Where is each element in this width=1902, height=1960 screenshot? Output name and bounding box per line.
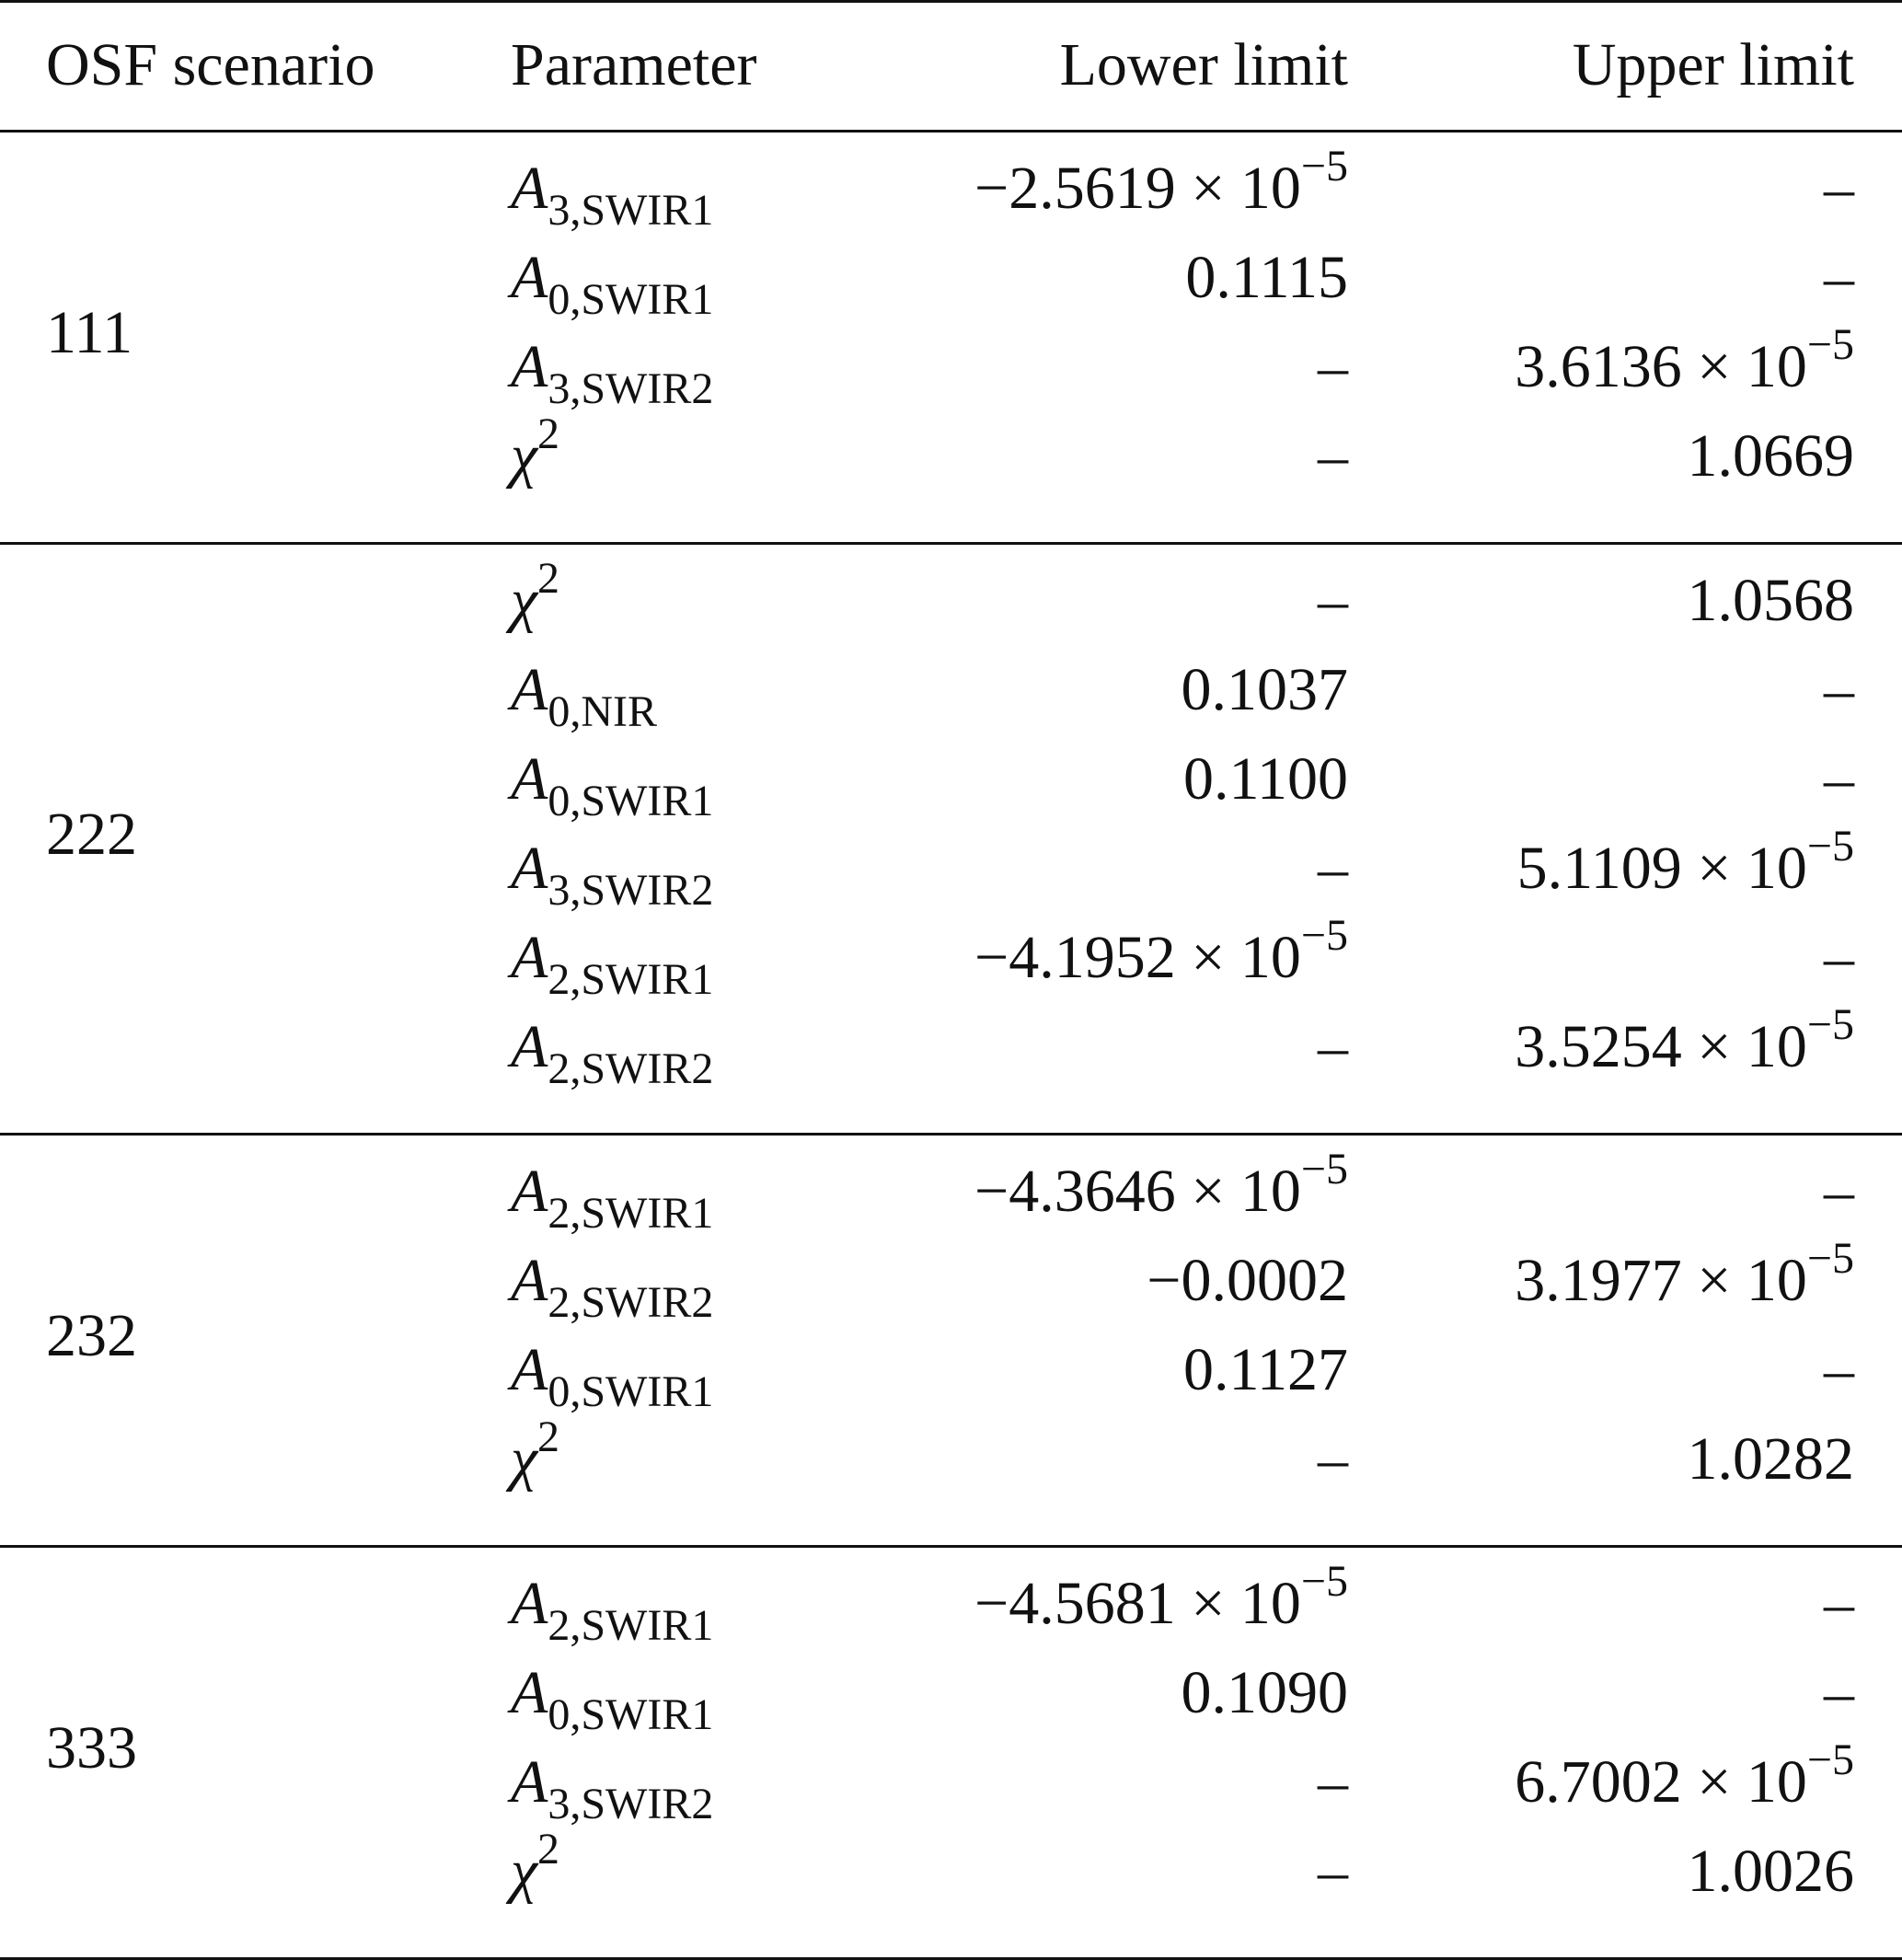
lower-limit-value: – — [1318, 333, 1348, 400]
group-rule — [0, 1545, 1902, 1548]
parameter-subscript: 3,SWIR2 — [548, 866, 714, 915]
lower-limit-cell — [1318, 1838, 1348, 1905]
parameter-cell — [511, 1412, 560, 1493]
lower-limit-value: 0.1127 — [1182, 1336, 1348, 1403]
parameter-subscript: 0,SWIR1 — [548, 777, 714, 825]
lower-limit-cell — [974, 1145, 1348, 1225]
parameter-symbol: A — [511, 1748, 548, 1816]
header-rule — [0, 130, 1902, 133]
upper-limit-value: – — [1824, 1570, 1854, 1637]
lower-limit-value: −4.3646 × 10 — [974, 1158, 1301, 1225]
lower-limit-value: – — [1318, 1013, 1348, 1080]
upper-limit-value: 6.7002 × 10 — [1515, 1748, 1807, 1816]
parameter-superscript: 2 — [537, 554, 560, 603]
upper-limit-value: 3.6136 × 10 — [1515, 333, 1807, 400]
lower-limit-cell — [1318, 333, 1348, 400]
upper-limit-exponent: −5 — [1806, 320, 1854, 369]
upper-limit-cell — [1516, 822, 1854, 902]
parameter-cell — [511, 1659, 714, 1739]
parameter-symbol: A — [511, 656, 548, 723]
parameter-symbol: A — [511, 835, 548, 902]
lower-limit-cell — [1318, 835, 1348, 902]
parameter-superscript: 2 — [537, 1412, 560, 1461]
parameter-cell — [511, 1158, 714, 1238]
parameter-symbol: A — [511, 1158, 548, 1225]
parameter-cell — [511, 835, 714, 915]
parameter-subscript: 3,SWIR1 — [548, 186, 714, 235]
upper-limit-cell — [1824, 1158, 1854, 1225]
lower-limit-exponent: −5 — [1300, 1557, 1348, 1606]
upper-limit-value: 5.1109 × 10 — [1516, 835, 1807, 902]
parameter-cell — [511, 656, 657, 736]
parameter-cell — [511, 155, 714, 235]
lower-limit-cell — [1181, 656, 1349, 723]
lower-limit-value: −2.5619 × 10 — [974, 155, 1301, 222]
lower-limit-cell — [1318, 1748, 1348, 1816]
parameter-cell — [511, 1247, 714, 1327]
parameter-cell — [511, 554, 560, 634]
upper-limit-value: – — [1824, 1336, 1854, 1403]
parameter-subscript: 3,SWIR2 — [548, 364, 714, 413]
lower-limit-value: −4.5681 × 10 — [974, 1570, 1301, 1637]
upper-limit-value: – — [1824, 155, 1854, 222]
upper-limit-exponent: −5 — [1806, 822, 1854, 870]
upper-limit-cell — [1687, 422, 1855, 490]
parameter-cell — [511, 244, 714, 324]
parameter-subscript: 2,SWIR1 — [548, 1601, 714, 1650]
upper-limit-cell — [1515, 1000, 1854, 1080]
upper-limit-cell — [1824, 1659, 1854, 1726]
lower-limit-cell — [1182, 745, 1348, 813]
lower-limit-value: – — [1318, 422, 1348, 490]
parameter-subscript: 0,SWIR1 — [548, 275, 714, 324]
parameter-symbol: A — [511, 745, 548, 813]
lower-limit-cell — [1182, 1336, 1348, 1403]
upper-limit-cell — [1687, 1838, 1855, 1905]
lower-limit-cell — [1181, 1659, 1349, 1726]
upper-limit-cell — [1824, 1570, 1854, 1637]
upper-limit-exponent: −5 — [1806, 1735, 1854, 1784]
lower-limit-value: −4.1952 × 10 — [974, 924, 1301, 991]
upper-limit-cell — [1824, 745, 1854, 813]
parameter-symbol: A — [511, 155, 548, 222]
upper-limit-exponent: −5 — [1806, 1000, 1854, 1049]
lower-limit-value: −0.0002 — [1147, 1247, 1348, 1314]
parameter-symbol: A — [511, 244, 548, 311]
parameter-superscript: 2 — [537, 409, 560, 458]
scenario-label: 222 — [46, 801, 137, 868]
upper-limit-value: 1.0282 — [1687, 1425, 1854, 1493]
group-rule — [0, 1133, 1902, 1136]
parameter-cell — [511, 409, 560, 490]
parameter-subscript: 2,SWIR2 — [548, 1044, 714, 1093]
parameter-symbol: χ — [511, 567, 538, 634]
upper-limit-cell — [1824, 656, 1854, 723]
lower-limit-cell — [974, 142, 1348, 222]
parameter-cell — [511, 1570, 714, 1650]
lower-limit-value: 0.1115 — [1185, 244, 1348, 311]
upper-limit-cell — [1824, 924, 1854, 991]
parameter-symbol: A — [511, 1247, 548, 1314]
header-scenario: OSF scenario — [46, 31, 375, 98]
parameter-symbol: χ — [511, 1425, 538, 1493]
upper-limit-value: 1.0568 — [1687, 567, 1854, 634]
lower-limit-value: – — [1318, 1425, 1348, 1493]
parameter-subscript: 2,SWIR1 — [548, 955, 714, 1004]
lower-limit-cell — [1318, 1425, 1348, 1493]
header-parameter: Parameter — [511, 31, 757, 98]
parameter-symbol: A — [511, 1336, 548, 1403]
parameter-symbol: A — [511, 333, 548, 400]
lower-limit-cell — [974, 1557, 1348, 1637]
parameter-subscript: 2,SWIR2 — [548, 1278, 714, 1327]
upper-limit-value: 1.0026 — [1687, 1838, 1854, 1905]
lower-limit-value: – — [1318, 1838, 1348, 1905]
parameter-symbol: A — [511, 1659, 548, 1726]
lower-limit-exponent: −5 — [1300, 142, 1348, 190]
lower-limit-exponent: −5 — [1300, 1145, 1348, 1193]
parameter-symbol: χ — [511, 1838, 538, 1905]
upper-limit-cell — [1515, 1234, 1854, 1314]
upper-limit-cell — [1687, 567, 1855, 634]
scenario-label: 333 — [46, 1714, 137, 1781]
upper-limit-cell — [1824, 155, 1854, 222]
scenario-label: 232 — [46, 1302, 137, 1369]
upper-limit-value: – — [1824, 244, 1854, 311]
lower-limit-value: 0.1100 — [1182, 745, 1348, 813]
upper-limit-value: – — [1824, 656, 1854, 723]
upper-limit-value: 3.1977 × 10 — [1515, 1247, 1807, 1314]
parameter-superscript: 2 — [537, 1825, 560, 1874]
upper-limit-cell — [1515, 320, 1854, 400]
lower-limit-value: – — [1318, 835, 1348, 902]
scenario-label: 111 — [46, 299, 133, 366]
parameter-symbol: A — [511, 1013, 548, 1080]
parameter-cell — [511, 1013, 714, 1093]
lower-limit-cell — [1318, 1013, 1348, 1080]
parameter-symbol: χ — [511, 422, 538, 490]
lower-limit-cell — [1147, 1247, 1348, 1314]
lower-limit-cell — [1318, 422, 1348, 490]
parameter-symbol: A — [511, 924, 548, 991]
parameter-subscript: 0,NIR — [548, 687, 657, 736]
lower-limit-cell — [974, 911, 1348, 991]
upper-limit-value: – — [1824, 1158, 1854, 1225]
parameter-cell — [511, 924, 714, 1004]
group-rule — [0, 542, 1902, 545]
upper-limit-cell — [1824, 1336, 1854, 1403]
lower-limit-value: – — [1318, 1748, 1348, 1816]
lower-limit-cell — [1318, 567, 1348, 634]
parameter-cell — [511, 745, 714, 825]
upper-limit-cell — [1824, 244, 1854, 311]
upper-limit-cell — [1687, 1425, 1855, 1493]
lower-limit-value: – — [1318, 567, 1348, 634]
parameter-subscript: 0,SWIR1 — [548, 1367, 714, 1416]
header-upper-limit: Upper limit — [1572, 31, 1854, 98]
parameter-cell — [511, 333, 714, 413]
parameter-subscript: 3,SWIR2 — [548, 1780, 714, 1828]
upper-limit-value: 3.5254 × 10 — [1515, 1013, 1807, 1080]
parameter-cell — [511, 1748, 714, 1828]
lower-limit-cell — [1185, 244, 1348, 311]
upper-limit-exponent: −5 — [1806, 1234, 1854, 1283]
parameter-cell — [511, 1825, 560, 1905]
upper-limit-value: 1.0669 — [1687, 422, 1854, 490]
parameter-symbol: A — [511, 1570, 548, 1637]
upper-limit-value: – — [1824, 1659, 1854, 1726]
upper-limit-value: – — [1824, 745, 1854, 813]
lower-limit-value: 0.1037 — [1181, 656, 1348, 723]
lower-limit-exponent: −5 — [1300, 911, 1348, 960]
parameter-subscript: 0,SWIR1 — [548, 1690, 714, 1739]
upper-limit-cell — [1515, 1735, 1854, 1816]
parameter-cell — [511, 1336, 714, 1416]
lower-limit-value: 0.1090 — [1181, 1659, 1348, 1726]
top-rule — [0, 0, 1902, 3]
header-lower-limit: Lower limit — [1059, 31, 1348, 98]
upper-limit-value: – — [1824, 924, 1854, 991]
parameter-subscript: 2,SWIR1 — [548, 1189, 714, 1238]
